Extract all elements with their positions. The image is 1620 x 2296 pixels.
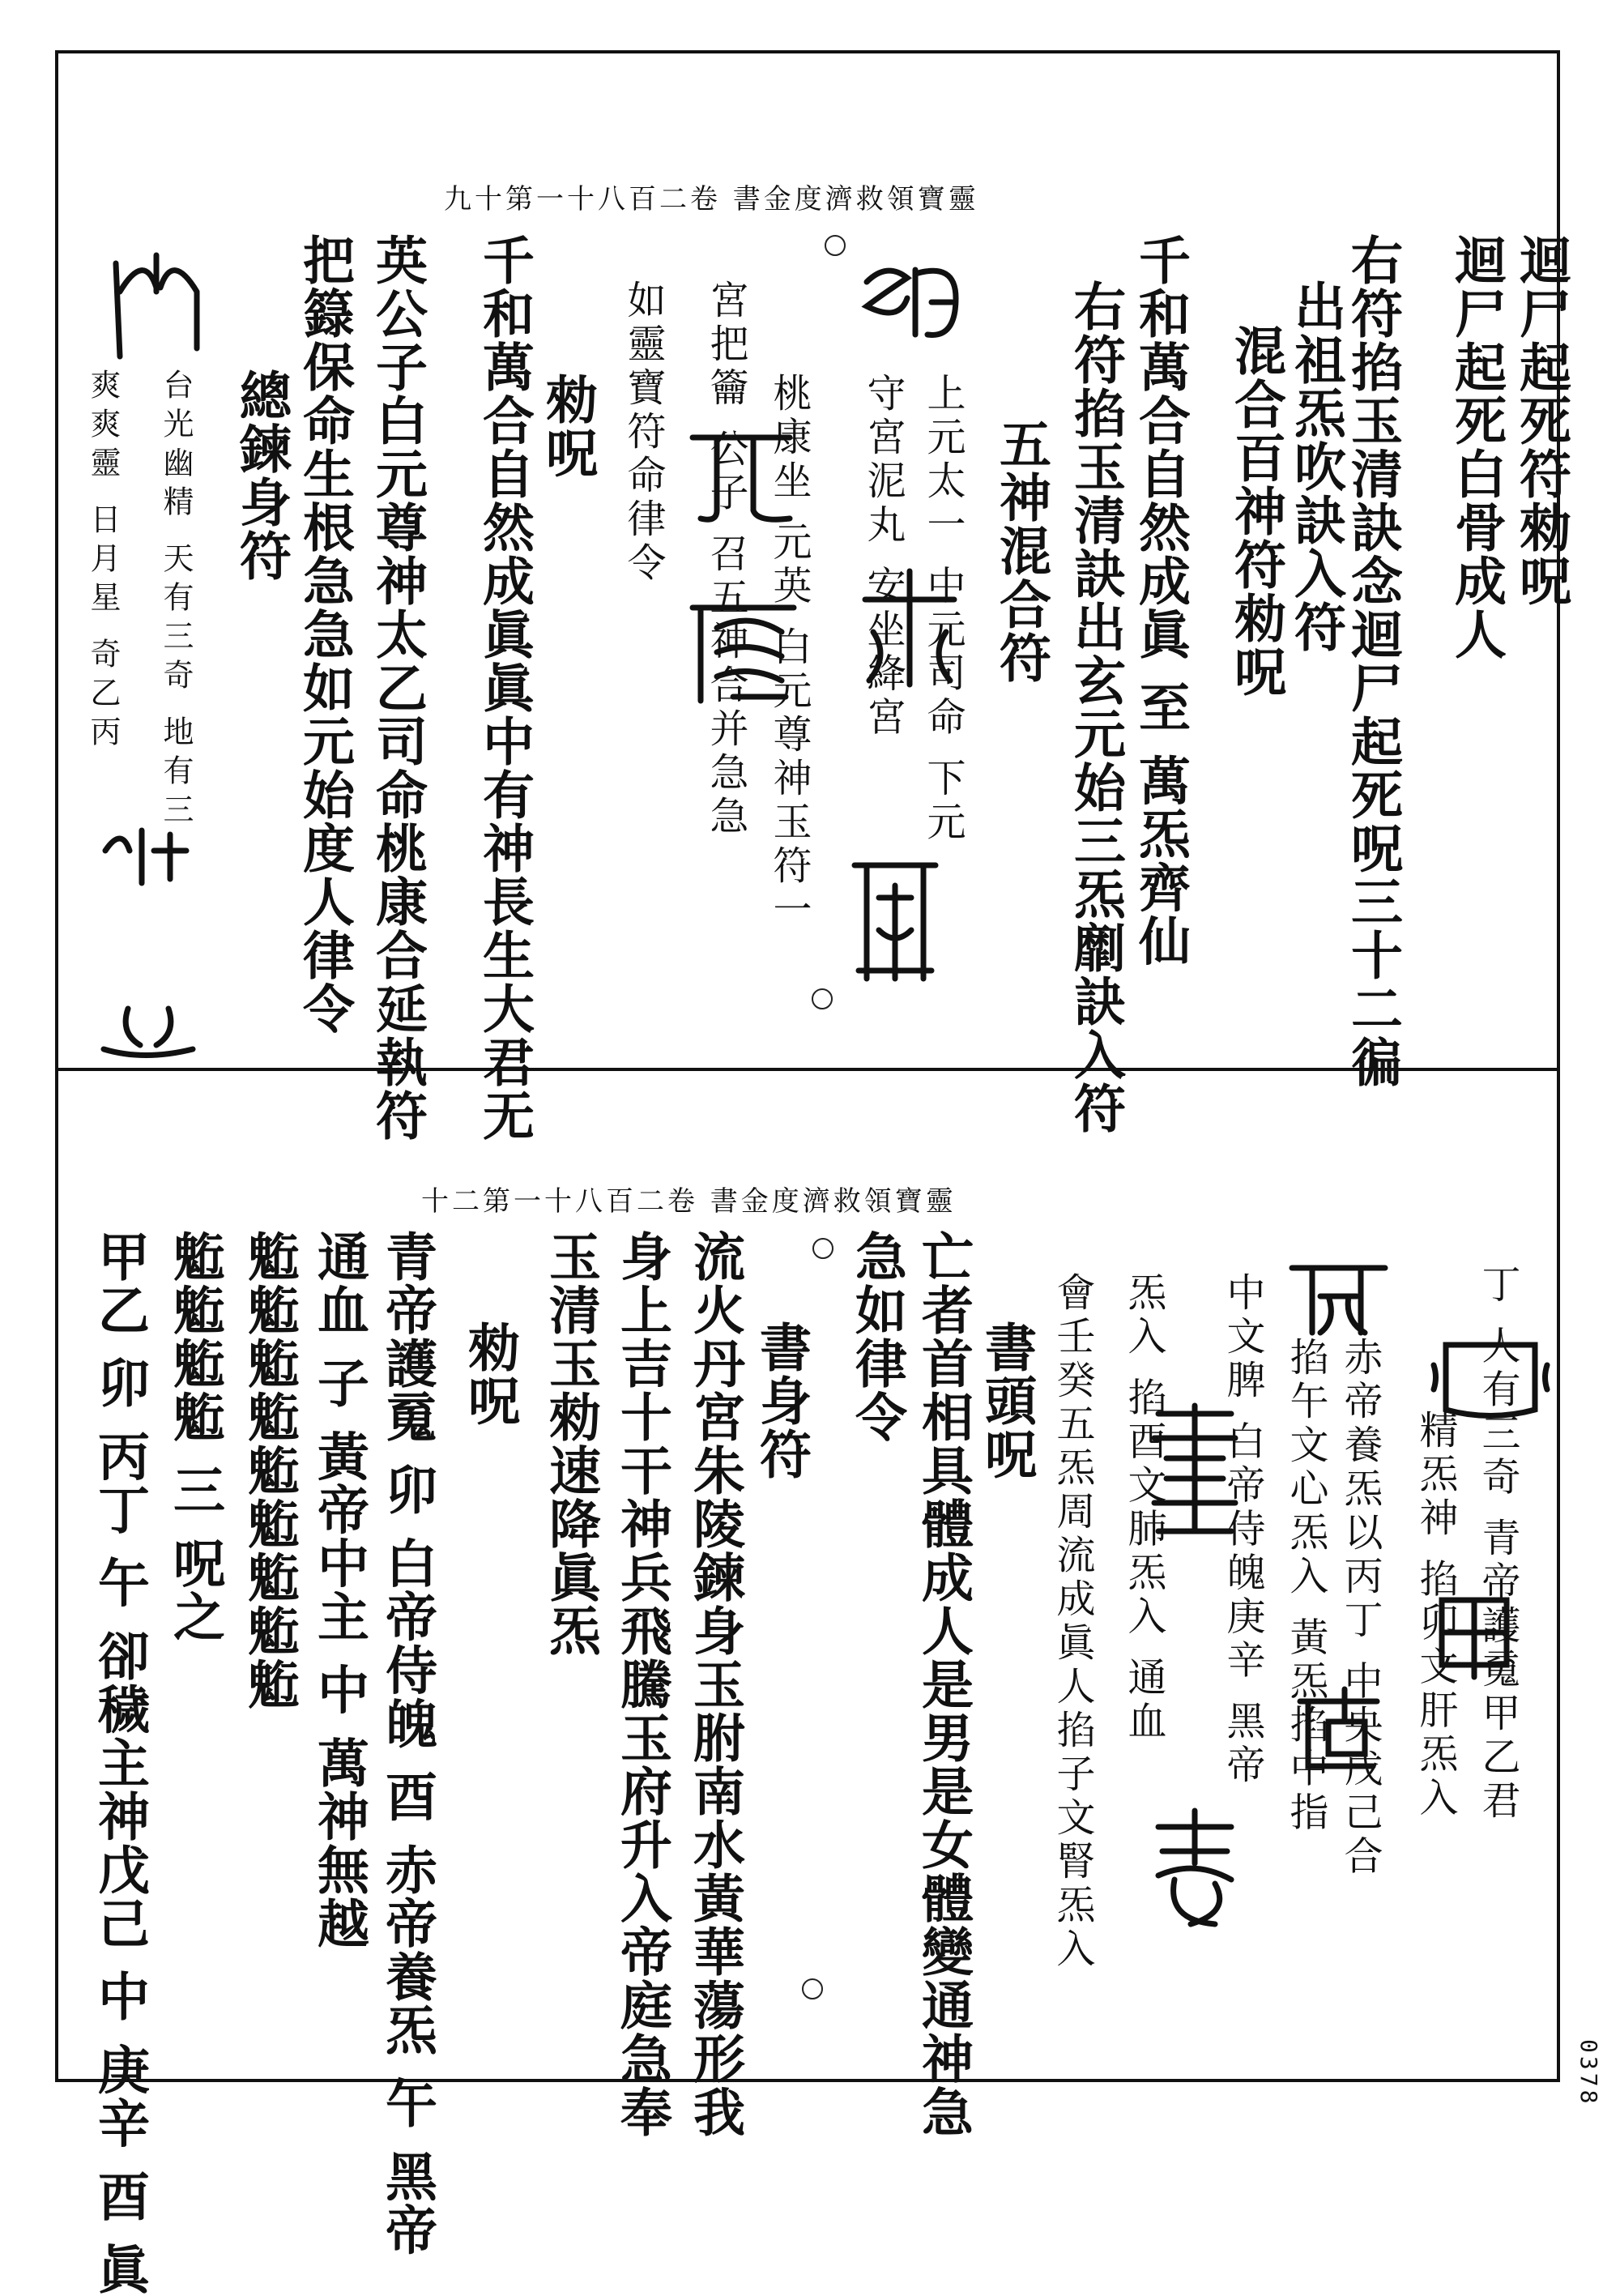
bottom-col-4: 掐午文心炁入 黃炁掐中指 <box>1283 1337 1328 1836</box>
bottom-col-10: 急如律令 <box>846 1230 907 1444</box>
top-col-11: 桃康坐 元英 白元尊神玉符一 <box>766 373 812 932</box>
bottom-col-13: 身上吉十干神兵飛騰玉府升入帝庭急奉 <box>612 1230 672 2139</box>
talisman-seal-glyph-11 <box>1288 1252 1389 1341</box>
top-col-9: 上元太一 中元司命 下元 <box>920 373 966 845</box>
top-col-5: 混合百神符勑呪 <box>1226 324 1286 698</box>
bottom-running-header: 十二第一十八百二卷 書金度濟救領寶靈 <box>421 1185 957 1218</box>
talisman-seal-glyph-1 <box>850 258 972 351</box>
bottom-col-8: 書頭呪 <box>976 1321 1037 1481</box>
top-col-14: 勑呪 <box>537 373 598 480</box>
bottom-col-6: 炁入 掐酉文肺炁入 通血 <box>1121 1272 1166 1744</box>
top-running-header: 九十第一十八百二卷 書金度濟救領寶靈 <box>444 183 979 216</box>
top-col-15: 千和萬合自然成眞眞中有神長生大君无 <box>474 233 535 1142</box>
registration-circle <box>812 1238 833 1259</box>
talisman-seal-glyph-10 <box>1430 1588 1519 1685</box>
top-col-19: 台光幽精 天有三奇 地有三 <box>158 369 194 833</box>
talisman-seal-glyph-2 <box>857 567 962 689</box>
bottom-col-18: 䰢䰢䰢䰢䰢䰢䰢䰢䰢 <box>239 1230 300 1711</box>
registration-circle <box>812 988 833 1009</box>
registration-circle <box>802 1978 823 1999</box>
talisman-seal-glyph-9 <box>1430 1329 1551 1426</box>
bottom-col-5: 中文脾 白帝侍魄庚辛 黑帝 <box>1220 1272 1265 1788</box>
bottom-col-17: 通血 子 黃帝中主 中 萬神無越 <box>309 1230 369 1951</box>
top-col-3: 右符掐玉清訣念迴尸起死呪三十二徧 <box>1342 233 1403 1089</box>
top-col-13: 如靈寶符命律令 <box>620 280 666 586</box>
bottom-col-1: 丁 人有三奇 青帝護䰟甲乙君 <box>1475 1264 1520 1824</box>
talisman-seal-glyph-5 <box>684 595 802 709</box>
top-col-4: 出祖炁吹訣入符 <box>1285 280 1346 654</box>
bottom-col-16: 青帝護䰟 卯 白帝侍魄 酉 赤帝養炁 午 黑帝 <box>377 1230 437 2257</box>
top-col-17: 把籙保命生根急急如元始度人律令 <box>294 233 355 1035</box>
bottom-col-19: 䰢䰢䰢䰢 三 呪之 <box>164 1230 225 1644</box>
top-col-1: 迴尸起死符勑呪 <box>1511 233 1571 608</box>
bottom-col-2: 精炁神 掐卯文肝炁入 <box>1413 1410 1458 1821</box>
page-number: 0378 <box>1575 2038 1602 2106</box>
bottom-col-11: 書身符 <box>751 1321 812 1481</box>
talisman-seal-glyph-3 <box>842 849 948 987</box>
top-col-2: 迴尸起死白骨成人 <box>1446 233 1507 661</box>
bottom-col-14: 玉清玉勑速降眞炁 <box>540 1230 601 1658</box>
talisman-seal-glyph-13 <box>1138 1402 1251 1543</box>
bottom-col-12: 流火丹宮朱陵鍊身玉胕南水黃華蕩形我 <box>684 1230 745 2139</box>
bottom-col-15: 勑呪 <box>459 1321 520 1428</box>
talisman-seal-glyph-14 <box>1142 1807 1247 1928</box>
top-col-16: 英公子白元尊神太乙司命桃康合延執符 <box>367 233 428 1142</box>
bottom-col-3: 赤帝養炁以丙丁 中央戊己合 <box>1337 1337 1383 1880</box>
bottom-col-7: 會壬癸五炁周流成眞人掐子文腎炁入 <box>1050 1272 1095 1972</box>
top-col-10: 守宮泥丸 安坐絳宮 <box>860 373 906 740</box>
talisman-seal-glyph-7 <box>97 818 194 891</box>
registration-circle <box>825 235 846 256</box>
top-col-6: 千和萬合自然成眞 至 萬炁齊仙 <box>1130 233 1191 968</box>
talisman-seal-glyph-4 <box>680 421 802 527</box>
talisman-seal-glyph-8 <box>96 1001 201 1061</box>
top-col-7: 右符掐玉清訣出玄元始三炁劘訣入符 <box>1065 280 1126 1135</box>
bottom-col-9: 亡者首相具體成人是男是女體變通神急 <box>913 1230 974 2139</box>
bottom-col-20: 甲乙 卯 丙丁 午 卻穢主神戊己 中 庚辛 酉 眞 <box>89 1230 150 2296</box>
talisman-seal-glyph-12 <box>1288 1685 1389 1782</box>
talisman-seal-glyph-6 <box>96 243 217 365</box>
top-col-8: 五神混合符 <box>991 417 1051 685</box>
top-col-18: 總鍊身符 <box>231 369 292 583</box>
top-col-12: 宮把籥 公子 召五神合并急急 <box>703 280 748 839</box>
top-col-20: 爽爽靈 日月星 奇乙丙 <box>85 369 121 755</box>
panel-divider <box>55 1068 1560 1071</box>
